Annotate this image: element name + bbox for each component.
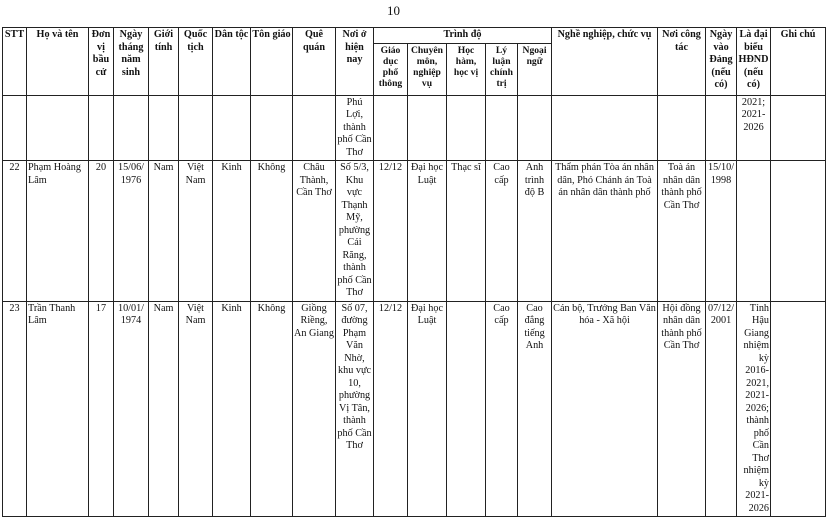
continuation-council: 2021; 2021- 2026	[737, 95, 771, 161]
header-gender: Giới tính	[149, 28, 179, 96]
header-religion: Tôn giáo	[251, 28, 293, 96]
cell-name: Phạm Hoàng Lâm	[27, 161, 89, 302]
cell-unit: 20	[89, 161, 114, 302]
cell-workplace: Toà án nhân dân thành phố Cần Thơ	[658, 161, 706, 302]
header-political: Lý luận chính trị	[486, 43, 518, 95]
cell-occupation: Cán bộ, Trưởng Ban Văn hóa - Xã hội	[552, 301, 658, 517]
header-notes: Ghi chú	[771, 28, 826, 96]
table-row	[3, 301, 826, 517]
cell-nationality: Việt Nam	[179, 161, 213, 302]
cell-workplace: Hội đồng nhân dân thành phố Cần Thơ	[658, 301, 706, 517]
continuation-residence: Phú Lợi, thành phố Cần Thơ	[336, 95, 374, 161]
cell-hometown: Giồng Riềng, An Giang	[293, 301, 336, 517]
cell-religion: Không	[251, 301, 293, 517]
candidate-table	[2, 27, 826, 517]
cell-gender: Nam	[149, 301, 179, 517]
cell-name: Trần Thanh Lâm	[27, 301, 89, 517]
header-dob: Ngày tháng năm sinh	[114, 28, 149, 96]
header-language: Ngoại ngữ	[518, 43, 552, 95]
cell-party-date: 07/12/ 2001	[706, 301, 737, 517]
cell-residence: Số 5/3, Khu vực Thạnh Mỹ, phường Cái Răng, thành phố Cần Thơ	[336, 161, 374, 302]
cell-academic	[447, 301, 486, 517]
header-occupation: Nghề nghiệp, chức vụ	[552, 28, 658, 96]
cell-council: Tỉnh Hậu Giang nhiệm kỳ 2016- 2021, 2021- 2026; thành phố Cần Thơ nhiệm kỳ 2021- 2026	[737, 301, 771, 517]
cell-dob: 10/01/ 1974	[114, 301, 149, 517]
continuation-row	[3, 95, 826, 161]
cell-occupation: Thẩm phán Tòa án nhân dân, Phó Chánh án Toà án nhân dân thành phố	[552, 161, 658, 302]
header-general-edu: Giáo dục phổ thông	[374, 43, 408, 95]
header-party-date: Ngày vào Đảng (nếu có)	[706, 28, 737, 96]
cell-stt: 23	[3, 301, 27, 517]
cell-political: Cao cấp	[486, 161, 518, 302]
cell-stt: 22	[3, 161, 27, 302]
header-workplace: Nơi công tác	[658, 28, 706, 96]
cell-notes	[771, 301, 826, 517]
cell-council	[737, 161, 771, 302]
cell-specialty: Đại học Luật	[408, 161, 447, 302]
header-row	[3, 28, 826, 44]
cell-dob: 15/06/ 1976	[114, 161, 149, 302]
header-residence: Nơi ở hiện nay	[336, 28, 374, 96]
cell-language: Anh trình độ B	[518, 161, 552, 302]
cell-gender: Nam	[149, 161, 179, 302]
header-specialty: Chuyên môn, nghiệp vụ	[408, 43, 447, 95]
cell-specialty: Đại học Luật	[408, 301, 447, 517]
cell-notes	[771, 161, 826, 302]
header-education: Trình độ	[374, 28, 552, 44]
cell-academic: Thạc sĩ	[447, 161, 486, 302]
header-ethnicity: Dân tộc	[213, 28, 251, 96]
cell-hometown: Châu Thành, Cần Thơ	[293, 161, 336, 302]
header-nationality: Quốc tịch	[179, 28, 213, 96]
cell-ethnicity: Kinh	[213, 161, 251, 302]
header-stt: STT	[3, 28, 27, 96]
cell-ethnicity: Kinh	[213, 301, 251, 517]
cell-religion: Không	[251, 161, 293, 302]
header-hometown: Quê quán	[293, 28, 336, 96]
cell-party-date: 15/10/ 1998	[706, 161, 737, 302]
header-name: Họ và tên	[27, 28, 89, 96]
cell-political: Cao cấp	[486, 301, 518, 517]
cell-nationality: Việt Nam	[179, 301, 213, 517]
cell-language: Cao đẳng tiếng Anh	[518, 301, 552, 517]
table-row	[3, 161, 826, 302]
cell-general-edu: 12/12	[374, 161, 408, 302]
cell-residence: Số 07, đường Phạm Văn Nhờ, khu vực 10, phường Vị Tân, thành phố Cần Thơ	[336, 301, 374, 517]
page-number: 10	[387, 3, 400, 18]
header-council: Là đại biểu HĐND (nếu có)	[737, 28, 771, 96]
cell-general-edu: 12/12	[374, 301, 408, 517]
cell-unit: 17	[89, 301, 114, 517]
header-unit: Đơn vị bầu cử	[89, 28, 114, 96]
header-academic: Học hàm, học vị	[447, 43, 486, 95]
